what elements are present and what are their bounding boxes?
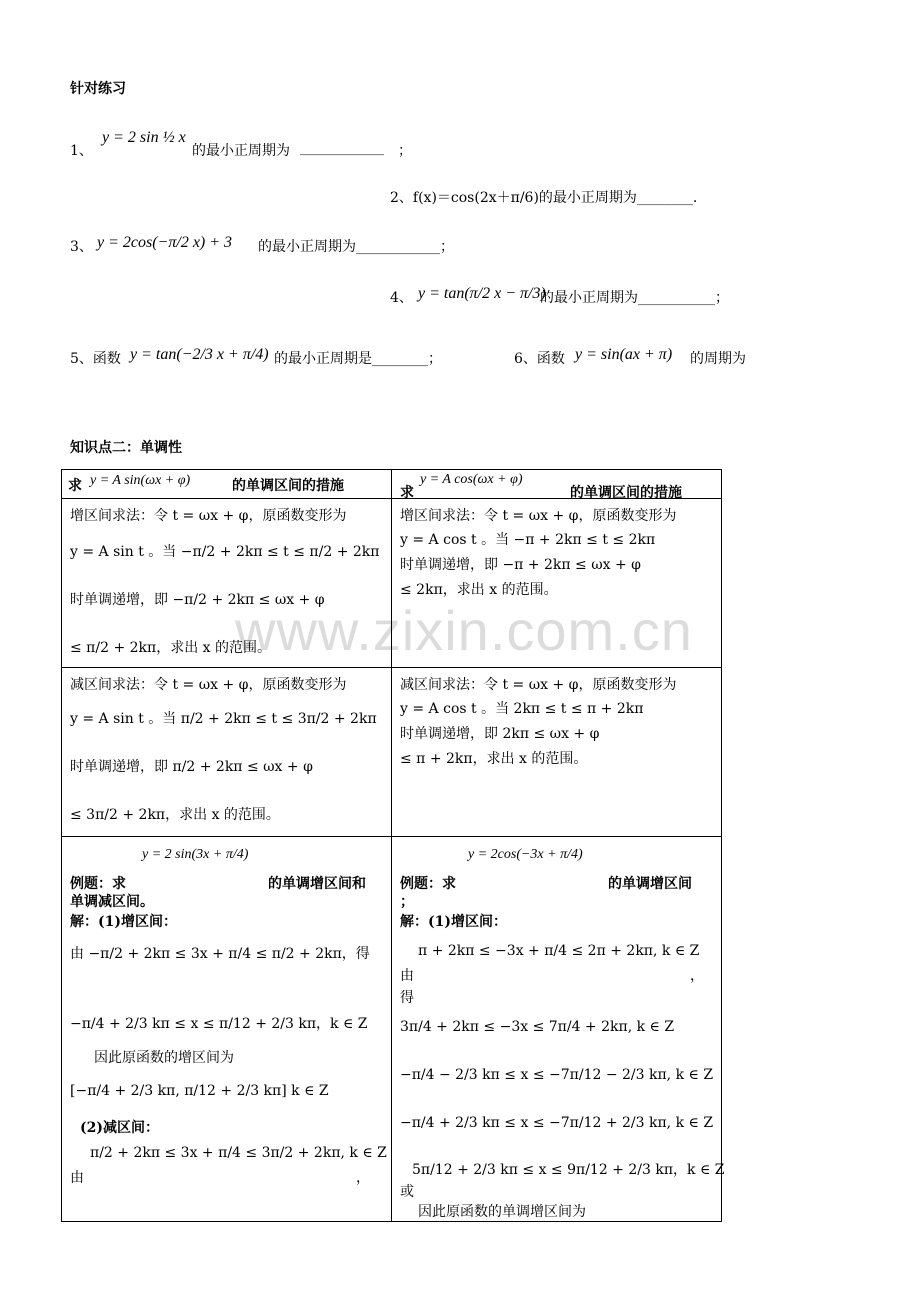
- sin-inc-line-4: ≤ π/2 + 2kπ，求出 x 的范围。: [70, 640, 272, 656]
- monotonicity-table: [61, 469, 725, 1222]
- header-sin-expr: y = A sin(ωx + φ): [90, 473, 191, 488]
- q4-expression: y = tan(π/2 x − π/3): [418, 285, 546, 302]
- ex1-prompt-line2: 单调减区间。: [70, 894, 154, 910]
- q1-blank: ____________: [300, 140, 384, 156]
- ex2-prompt-post: 的单调增区间: [608, 876, 692, 892]
- ex2-solution-heading: 解：(1)增区间：: [400, 914, 507, 930]
- q4-text: 的最小正周期为___________；: [540, 290, 729, 306]
- q3-text: 的最小正周期为____________；: [258, 239, 454, 255]
- sin-dec-line-4: ≤ 3π/2 + 2kπ，求出 x 的范围。: [70, 807, 280, 823]
- ex2-step-5-prefix: 或: [400, 1184, 414, 1200]
- q5-expression: y = tan(−2/3 x + π/4): [130, 346, 269, 363]
- ex2-conclusion: 因此原函数的单调增区间为: [418, 1204, 586, 1220]
- ex1-prompt-post: 的单调增区间和: [268, 876, 366, 892]
- sin-dec-line-1: 减区间求法：令 t = ωx + φ，原函数变形为: [70, 677, 347, 693]
- ex2-step-2: 3π/4 + 2kπ ≤ −3x ≤ 7π/4 + 2kπ, k ∈ Z: [400, 1019, 675, 1035]
- cos-inc-line-2: y = A cos t 。当 −π + 2kπ ≤ t ≤ 2kπ: [400, 532, 656, 548]
- ex1-step-4: [−π/4 + 2/3 kπ, π/12 + 2/3 kπ] k ∈ Z: [70, 1083, 329, 1099]
- cos-decrease-cell: [392, 668, 722, 837]
- q1-text: 的最小正周期为: [192, 143, 290, 159]
- ex1-function: y = 2 sin(3x + π/4): [142, 847, 249, 862]
- q6-expression: y = sin(ax + π): [575, 346, 673, 363]
- ex2-step-4: −π/4 + 2/3 kπ ≤ x ≤ −7π/12 + 2/3 kπ, k ∈ Z: [400, 1115, 714, 1131]
- header-cos-expr: y = A cos(ωx + φ): [420, 472, 523, 487]
- cos-increase-cell: [392, 499, 722, 668]
- q6-end: 的周期为: [690, 351, 746, 367]
- practice-title: 针对练习: [70, 81, 126, 97]
- sin-dec-line-3: 时单调递增，即 π/2 + 2kπ ≤ ωx + φ: [70, 759, 313, 775]
- ex2-step-1: π + 2kπ ≤ −3x + π/4 ≤ 2π + 2kπ, k ∈ Z: [418, 943, 700, 959]
- ex2-step-2-prefix: 得: [400, 990, 414, 1006]
- ex1-step-5: π/2 + 2kπ ≤ 3x + π/4 ≤ 3π/2 + 2kπ, k ∈ Z: [90, 1145, 387, 1161]
- sin-dec-line-2: y = A sin t 。当 π/2 + 2kπ ≤ t ≤ 3π/2 + 2kπ: [70, 711, 377, 727]
- cos-inc-line-1: 增区间求法：令 t = ωx + φ，原函数变形为: [400, 508, 677, 524]
- ex1-step-1: 由 −π/2 + 2kπ ≤ 3x + π/4 ≤ π/2 + 2kπ，得: [70, 946, 370, 962]
- ex1-step-5-suffix: ，: [356, 1170, 370, 1186]
- ex2-step-1-suffix: ，: [690, 968, 704, 984]
- ex1-step-5-prefix: 由: [70, 1170, 84, 1186]
- cos-dec-line-1: 减区间求法：令 t = ωx + φ，原函数变形为: [400, 677, 677, 693]
- header-sin: [62, 470, 392, 499]
- q1-end: ；: [398, 143, 412, 159]
- example-cos-cell: [392, 837, 725, 1222]
- header-cos-post: 的单调区间的措施: [570, 485, 682, 501]
- q1-number: 1、: [70, 143, 93, 159]
- ex1-solution-heading: 解：(1)增区间：: [70, 914, 177, 930]
- ex2-prompt-pre: 例题：求: [400, 876, 456, 892]
- sin-inc-line-2: y = A sin t 。当 −π/2 + 2kπ ≤ t ≤ π/2 + 2kπ: [70, 544, 380, 560]
- ex1-step-2: −π/4 + 2/3 kπ ≤ x ≤ π/12 + 2/3 kπ，k ∈ Z: [70, 1016, 368, 1032]
- cos-dec-line-3: 时单调递增，即 2kπ ≤ ωx + φ: [400, 726, 600, 742]
- q5-text: 5、函数: [70, 351, 121, 367]
- ex1-prompt-pre: 例题：求: [70, 876, 126, 892]
- q4-number: 4、: [390, 290, 413, 306]
- ex2-function: y = 2cos(−3x + π/4): [468, 847, 583, 862]
- sin-increase-cell: [62, 499, 392, 668]
- ex2-step-5: 5π/12 + 2/3 kπ ≤ x ≤ 9π/12 + 2/3 kπ，k ∈ Z: [412, 1162, 725, 1178]
- ex1-decrease-heading: (2)减区间：: [80, 1120, 159, 1136]
- section2-title: 知识点二：单调性: [70, 440, 182, 456]
- cos-inc-line-3: 时单调递增，即 −π + 2kπ ≤ ωx + φ: [400, 557, 641, 573]
- q6-text: 6、函数: [514, 351, 565, 367]
- header-cos-pre: 求: [400, 485, 414, 501]
- header-sin-post: 的单调区间的措施: [232, 478, 344, 494]
- q1-expression: y = 2 sin ½ x: [102, 129, 186, 146]
- ex2-step-1-prefix: 由: [400, 968, 414, 984]
- watermark: www.zixin.com.cn: [235, 599, 693, 662]
- sin-inc-line-1: 增区间求法：令 t = ωx + φ，原函数变形为: [70, 508, 347, 524]
- q5-end: 的最小正周期是________；: [274, 351, 442, 367]
- header-cos: [392, 470, 722, 499]
- ex2-step-3: −π/4 − 2/3 kπ ≤ x ≤ −7π/12 − 2/3 kπ, k ∈ Z: [400, 1067, 714, 1083]
- q3-expression: y = 2cos(−π/2 x) + 3: [97, 234, 233, 251]
- example-sin-cell: [62, 837, 392, 1222]
- header-sin-pre: 求: [68, 478, 82, 494]
- cos-inc-line-4: ≤ 2kπ，求出 x 的范围。: [400, 582, 558, 598]
- sin-decrease-cell: [62, 668, 392, 837]
- cos-dec-line-4: ≤ π + 2kπ，求出 x 的范围。: [400, 751, 588, 767]
- ex2-prompt-line2: ；: [400, 894, 414, 910]
- q2-text: 2、f(x)＝cos(2x＋π/6)的最小正周期为________.: [390, 190, 698, 206]
- sin-inc-line-3: 时单调递增，即 −π/2 + 2kπ ≤ ωx + φ: [70, 592, 325, 608]
- ex1-step-3: 因此原函数的增区间为: [94, 1050, 234, 1066]
- cos-dec-line-2: y = A cos t 。当 2kπ ≤ t ≤ π + 2kπ: [400, 701, 644, 717]
- q3-number: 3、: [70, 239, 93, 255]
